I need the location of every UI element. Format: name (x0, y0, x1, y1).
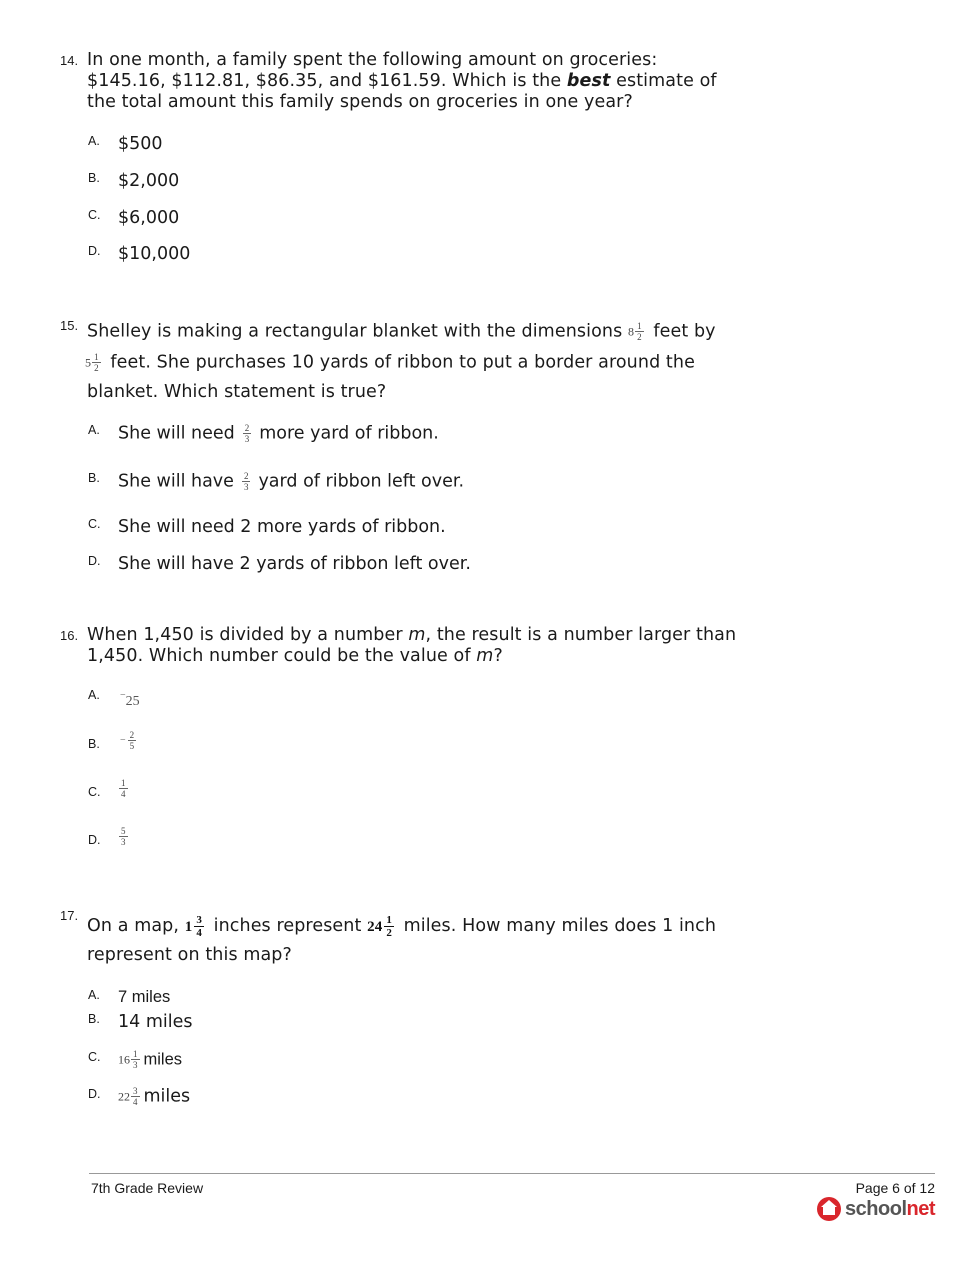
question-line: When 1,450 is divided by a number m, the result is a number larger than (87, 625, 737, 645)
logo-text: schoolnet (845, 1197, 935, 1220)
question-text (87, 315, 716, 408)
question-line: represent on this map? (87, 945, 292, 965)
variable-m: m (408, 625, 426, 645)
fraction: $\frac{5}{3}$ (121, 826, 126, 847)
mixed-number: 1 $\frac{3}{4}$ (184, 914, 202, 940)
question-line: 1,450. Which number could be the value of m? (87, 646, 503, 666)
fraction: $\frac{2}{3}$ (244, 423, 250, 444)
footer-title: 7th Grade Review (91, 1180, 204, 1196)
question-number: 16. (60, 628, 79, 643)
question-text (87, 625, 736, 667)
question-text (87, 50, 717, 113)
variable-m: m (476, 646, 494, 666)
question-line: the total amount this family spends on groceries in one year? (87, 92, 633, 112)
question-line: blanket. Which statement is true? (87, 382, 387, 402)
mixed-number: 5 $\frac{1}{2}$ (85, 352, 99, 374)
question-number: 17. (60, 908, 79, 923)
schoolnet-logo (817, 1197, 935, 1221)
question-line: In one month, a family spent the following amount on groceries: (87, 50, 658, 70)
question-number: 15. (60, 318, 79, 333)
question-text (87, 910, 716, 970)
home-icon (817, 1197, 841, 1221)
mixed-number: 22 $\frac{3}{4}$ (118, 1086, 138, 1108)
question-line: Shelley is making a rectangular blanket with the dimensions 8 $\frac{1}{2}$ feet by (87, 321, 716, 343)
question-number: 14. (60, 53, 79, 68)
question-line: $145.16, $112.81, $86.35, and $161.59. Which is the best estimate of (87, 71, 717, 91)
fraction: $\frac{2}{5}$ (129, 730, 135, 751)
mixed-number: 8 $\frac{1}{2}$ (627, 321, 642, 343)
mixed-number: 16 $\frac{1}{3}$ (118, 1049, 138, 1071)
fraction: $\frac{1}{4}$ (121, 778, 126, 799)
mixed-number: 24 $\frac{1}{2}$ (367, 914, 392, 940)
question-line: 5 $\frac{1}{2}$ feet. She purchases 10 yards of ribbon to put a border around the (85, 352, 695, 374)
page-number: Page 6 of 12 (855, 1180, 935, 1196)
question-line: On a map, 1 $\frac{3}{4}$ inches represent 24 $\frac{1}{2}$ miles. How many miles does 1 inch (87, 914, 717, 940)
footer-divider (89, 1173, 935, 1174)
emphasis-best: best (566, 71, 611, 91)
fraction: $\frac{2}{3}$ (243, 471, 249, 492)
